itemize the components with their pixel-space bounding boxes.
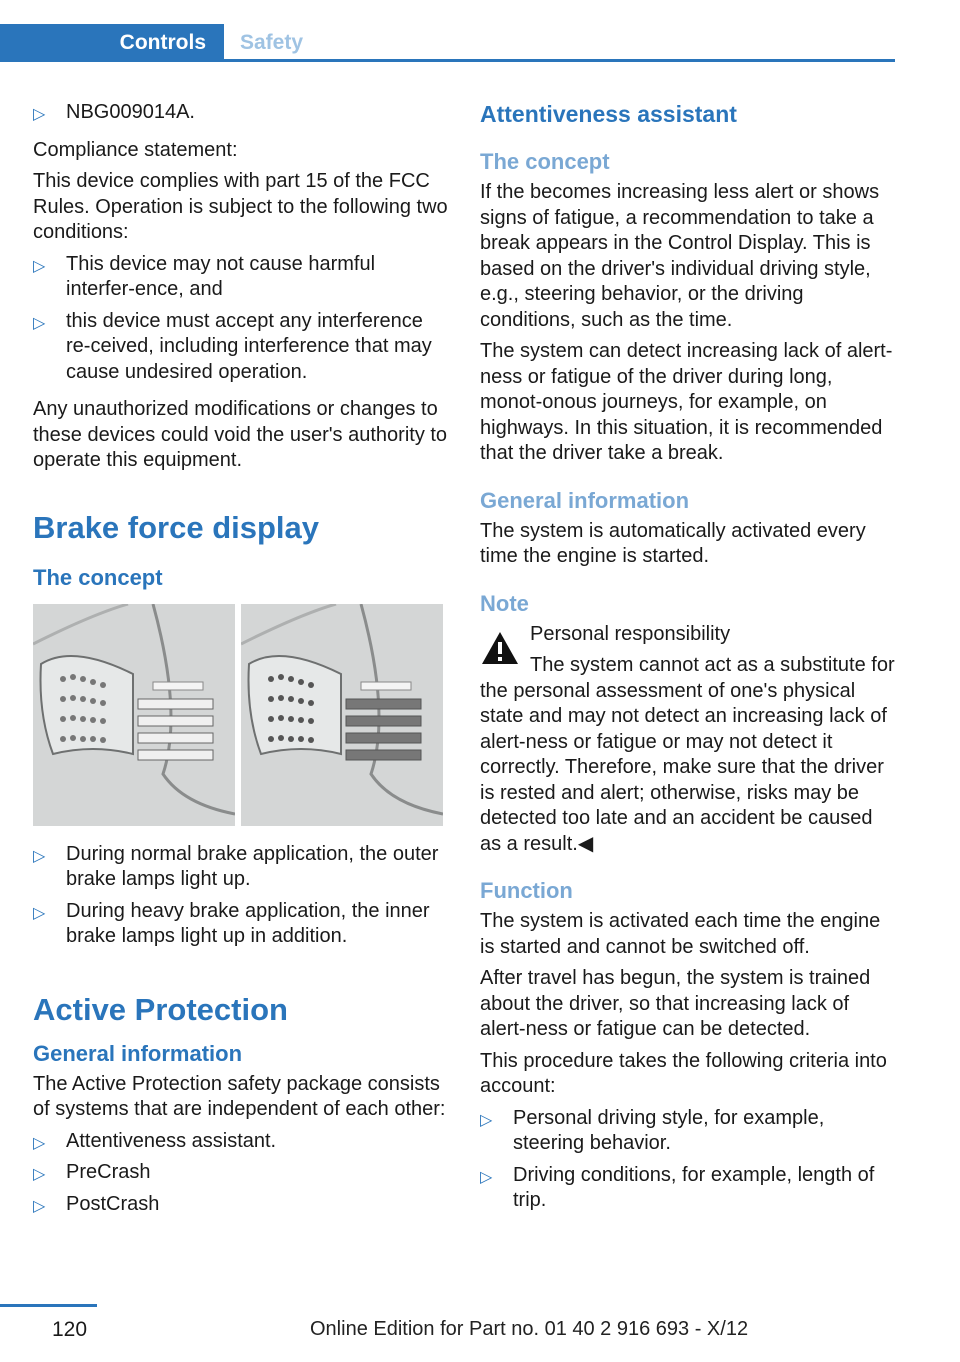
section-title-active-protection: Active Protection (33, 991, 288, 1027)
brake-lamp-figure (33, 604, 448, 826)
left-column (33, 100, 448, 1229)
tab-controls[interactable]: Controls (0, 24, 224, 62)
function-paragraph: This procedure takes the following criteria into account: (480, 1049, 887, 1097)
list-item: ▷ During normal brake application, the outer brake lamps light up. (33, 842, 439, 890)
subheading-concept: The concept (480, 149, 610, 174)
note-title: Personal responsibility (530, 622, 731, 645)
edition-line: Online Edition for Part no. 01 40 2 916 693 - X/12 (310, 1318, 749, 1340)
bullet-triangle-icon: ▷ (33, 106, 46, 123)
general-text: The Active Protection safety package consists of systems that are independent of each other: (33, 1072, 446, 1120)
subheading-general-information: General information (33, 1040, 243, 1066)
bullet-triangle-icon: ▷ (33, 1166, 46, 1183)
function-paragraph: After travel has begun, the system is trained about the driver, so that increasing lack of alert‐ness or fatigue can be detected. (480, 967, 871, 1040)
list-item: ▷ During heavy brake application, the inner brake lamps light up in addition. (33, 899, 430, 947)
section-title-attentiveness: Attentiveness assistant (480, 101, 737, 127)
compliance-text: This device complies with part 15 of the FCC Rules. Operation is subject to the following two conditions: (33, 170, 448, 243)
warning-note (480, 622, 898, 858)
bullet-triangle-icon: ▷ (480, 1111, 493, 1129)
subheading-concept: The concept (33, 564, 163, 590)
bullet-triangle-icon: ▷ (33, 1134, 46, 1152)
concept-paragraph: The system can detect increasing lack of alert‐ness or fatigue of the driver during long, monot‐onous journeys, for example, on highways. In this situation, it is recommended that the driver take a break. (480, 340, 893, 464)
list-item: ▷ NBG009014A. (33, 100, 448, 132)
tab-safety[interactable]: Safety (240, 31, 304, 54)
bullet-triangle-icon: ▷ (33, 1197, 46, 1215)
list-item: ▷ PostCrash (33, 1192, 448, 1224)
general-text: The system is automatically activated every time the engine is started. (480, 519, 866, 567)
bullet-triangle-icon: ▷ (480, 1168, 493, 1186)
list-item: ▷ Driving conditions, for example, length of trip. (480, 1163, 875, 1211)
bullet-triangle-icon: ▷ (33, 257, 46, 275)
subheading-general-information: General information (480, 487, 690, 513)
brake-lamp-heavy-image (241, 604, 443, 826)
right-column (480, 100, 898, 1226)
concept-paragraph: If the becomes increasing less alert or shows signs of fatigue, a recommendation to take a break appears in the Control Display. This is based on the driver's individual driving style, e.g., steering behavior, or the driving conditions, such as the time. (480, 181, 880, 331)
bullet-triangle-icon: ▷ (33, 904, 46, 922)
page-number: 120 (52, 1318, 88, 1341)
section-title-brake-force: Brake force display (33, 509, 320, 545)
note-text: The system cannot act as a substitute for the personal assessment of one's physical state and may not detect an increasing lack of alert‐ness or fatigue or may not detect it correctly. Therefore, make sure that the driver is rested and alert; otherwise, risks may be detected too late and an accident be caused as a result.◀ (480, 654, 895, 855)
header-rule (0, 59, 895, 62)
list-item: ▷ This device may not cause harmful interfer‐ence, and (33, 252, 376, 300)
brake-lamp-normal-image (33, 604, 235, 826)
bullet-triangle-icon: ▷ (33, 847, 46, 865)
bullet-triangle-icon: ▷ (33, 314, 46, 332)
list-item: ▷ this device must accept any interference re‐ceived, including interference that may cause undesired operation. (33, 309, 432, 383)
footer-rule (0, 1304, 97, 1307)
warning-triangle-icon (480, 630, 520, 666)
list-item: ▷ PreCrash (33, 1160, 448, 1192)
function-paragraph: The system is activated each time the engine is started and cannot be switched off. (480, 910, 881, 958)
modifications-text: Any unauthorized modifications or changes to these devices could void the user's authority to operate this equipment. (33, 398, 448, 471)
list-item: ▷ Personal driving style, for example, steering behavior. (480, 1106, 825, 1154)
subheading-function: Function (480, 878, 573, 903)
compliance-label: Compliance statement: (33, 138, 238, 161)
list-item: ▷ Attentiveness assistant. (33, 1129, 448, 1161)
subheading-note: Note (480, 590, 529, 616)
header-tabs (0, 24, 895, 62)
